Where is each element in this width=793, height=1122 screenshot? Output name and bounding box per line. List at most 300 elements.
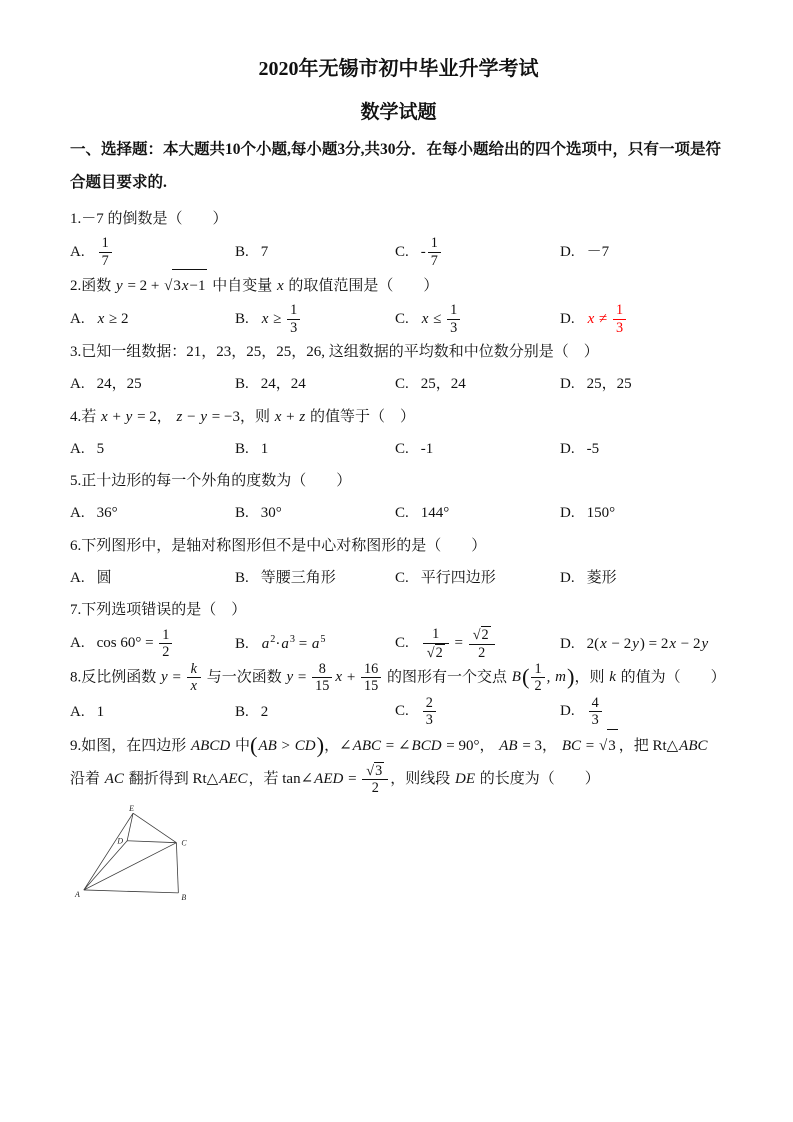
big-paren: (	[249, 732, 258, 758]
fraction	[361, 661, 381, 695]
fraction	[187, 661, 201, 695]
section-header: 一、选择题：本大题共10个小题,每小题3分,共30分．在每小题给出的四个选项中，只有一项是符合题目要求的.	[70, 141, 722, 191]
option-label: B.	[235, 376, 249, 393]
fraction-denominator	[362, 780, 388, 796]
option-label: D.	[560, 244, 575, 261]
option-value	[261, 441, 269, 457]
text-run: 2(	[586, 635, 600, 652]
square-root	[473, 626, 491, 643]
option-value	[420, 235, 443, 269]
fraction-numerator	[99, 235, 112, 252]
text-run: ) = 2	[639, 635, 669, 652]
option-value	[587, 636, 710, 652]
text-run: 4	[591, 694, 599, 711]
option-label: C.	[395, 310, 409, 327]
math-variable: m	[555, 669, 566, 686]
text-run: 5.正十边形的每一个外角的度数为（ ）	[70, 473, 352, 490]
question-8	[70, 661, 727, 729]
edge-EC	[133, 813, 176, 843]
text-run: 2	[478, 644, 486, 661]
option-b	[235, 497, 395, 529]
option-b	[235, 628, 395, 660]
option-value	[587, 441, 600, 457]
text-run: ≤	[429, 310, 446, 327]
text-run: 30°	[260, 505, 282, 522]
math-variable: x	[421, 310, 429, 327]
text-run: 150°	[586, 505, 616, 522]
text-run: 沿着	[70, 770, 104, 787]
question-stem	[70, 530, 727, 562]
text-run: 9.如图，在四边形	[70, 737, 191, 754]
text-run: 24，24	[260, 376, 306, 393]
option-b	[235, 696, 395, 728]
fraction	[447, 302, 460, 336]
fraction-numerator	[287, 302, 300, 319]
option-d	[560, 497, 727, 529]
text-run: 1	[534, 661, 542, 678]
text-run: 1	[432, 626, 440, 643]
text-run: ，则	[574, 669, 609, 686]
option-a	[70, 433, 235, 465]
text-run: 25，24	[420, 376, 466, 393]
option-d	[560, 302, 727, 336]
option-value	[97, 704, 105, 720]
fraction	[531, 661, 544, 695]
option-value	[261, 244, 269, 260]
text-run: +	[343, 669, 360, 686]
question-stem	[70, 465, 727, 497]
option-value	[421, 302, 463, 336]
fraction	[312, 661, 332, 695]
option-value	[587, 694, 604, 729]
text-run: 7	[101, 252, 109, 269]
option-d	[560, 695, 727, 729]
text-run: cos 60° =	[96, 635, 158, 652]
option-b	[235, 368, 395, 400]
fraction	[613, 302, 626, 336]
text-run: 的值等于（ ）	[306, 408, 415, 425]
fraction	[589, 695, 602, 729]
option-label: A.	[70, 243, 85, 260]
fraction-numerator	[423, 695, 436, 712]
question-options	[70, 433, 727, 465]
question-3	[70, 336, 727, 401]
power-expression	[311, 633, 326, 652]
fraction-denominator	[423, 644, 449, 661]
text-run: 2	[260, 703, 269, 720]
option-a	[70, 696, 235, 728]
text-run: 与一次函数	[202, 669, 286, 686]
option-c	[395, 235, 560, 269]
option-label: B.	[235, 505, 249, 522]
math-variable: y	[116, 278, 123, 295]
math-variable: CD	[294, 737, 316, 754]
text-run: 8	[318, 661, 326, 678]
option-value	[587, 244, 610, 260]
vertex-label-A: A	[74, 889, 80, 899]
text-run: = 90°，	[442, 737, 499, 754]
math-variable: x	[669, 635, 677, 652]
text-run: 16	[364, 661, 379, 678]
text-run: ≥	[269, 310, 286, 327]
text-run: 4.若	[70, 408, 101, 425]
option-value	[97, 235, 114, 269]
radicand	[172, 269, 207, 302]
text-run: ，若 tan∠	[248, 770, 314, 787]
option-label: A.	[70, 440, 85, 457]
fraction-denominator	[531, 678, 544, 694]
text-run: 2	[162, 644, 170, 661]
text-run: -1	[420, 440, 434, 457]
option-label: B.	[235, 569, 249, 586]
math-variable: z	[176, 408, 183, 425]
math-variable: k	[190, 661, 197, 678]
option-label: D.	[560, 635, 575, 652]
text-run: =	[581, 737, 598, 754]
option-label: B.	[235, 310, 249, 327]
math-variable: y	[161, 669, 168, 686]
text-run: 中	[231, 737, 250, 754]
text-run: ·	[275, 635, 281, 652]
fraction-numerator	[613, 302, 626, 319]
square-root	[366, 762, 384, 779]
fraction-numerator	[428, 235, 441, 252]
text-run: =	[344, 770, 361, 787]
option-label: A.	[70, 311, 85, 328]
option-d	[560, 433, 727, 465]
option-label: D.	[560, 440, 575, 457]
math-variable: B	[511, 669, 521, 686]
option-value	[97, 376, 142, 392]
question-options	[70, 562, 727, 594]
text-run: 3	[616, 319, 624, 336]
fraction-numerator	[531, 661, 544, 678]
fraction	[423, 626, 449, 661]
question-options	[70, 235, 727, 269]
option-value	[97, 311, 129, 327]
option-a	[70, 562, 235, 594]
vertex-label-E: E	[129, 803, 134, 813]
question-stem	[70, 269, 727, 302]
option-value	[587, 570, 617, 586]
radicand	[435, 644, 445, 661]
option-value	[421, 626, 497, 661]
text-run: 的取值范围是（ ）	[284, 278, 439, 295]
math-variable: y	[125, 408, 133, 425]
text-run: 圆	[96, 569, 112, 586]
option-b	[235, 433, 395, 465]
text-run: 15	[315, 678, 330, 695]
text-run: 2	[481, 627, 489, 644]
option-label: D.	[560, 505, 575, 522]
radical-sign: √	[164, 278, 173, 295]
option-value	[97, 570, 112, 586]
text-run: 3	[591, 712, 599, 729]
option-label: A.	[70, 505, 85, 522]
fraction-denominator	[589, 712, 602, 728]
text-run: >	[277, 737, 294, 754]
text-run: 7	[430, 252, 438, 269]
text-run: = −3，则	[208, 408, 274, 425]
option-label: A.	[70, 376, 85, 393]
text-run: = 3，	[518, 737, 561, 754]
radical-sign: √	[366, 762, 375, 779]
fraction	[362, 762, 388, 797]
math-variable: AEC	[219, 770, 248, 787]
text-run: 1	[96, 703, 105, 720]
text-run: +	[282, 408, 299, 425]
text-run: =	[450, 635, 467, 652]
exam-title: 2020年无锡市初中毕业升学考试	[258, 58, 539, 80]
text-run: 2.函数	[70, 278, 116, 295]
option-value	[421, 694, 438, 729]
text-run: − 2	[677, 635, 701, 652]
radicand	[607, 729, 618, 762]
text-run: +	[108, 408, 125, 425]
math-variable: BC	[561, 737, 581, 754]
option-c	[395, 626, 560, 661]
fraction-denominator	[361, 678, 381, 694]
text-run: − 2	[607, 635, 632, 652]
fraction-numerator	[159, 627, 172, 644]
option-c	[395, 695, 560, 729]
question-stem	[70, 729, 727, 797]
text-run: 1	[616, 302, 624, 319]
option-label: B.	[235, 440, 249, 457]
vertex-label-B: B	[181, 892, 187, 902]
radicand	[481, 626, 491, 643]
math-variable: AB	[499, 737, 518, 754]
option-d	[560, 236, 727, 268]
question-stem	[70, 661, 727, 695]
option-value	[587, 302, 629, 336]
text-run: 25，25	[586, 376, 632, 393]
text-run: 7.下列选项错误的是（ ）	[70, 602, 247, 619]
edge-CD	[127, 840, 176, 842]
math-variable: x	[101, 408, 108, 425]
math-variable: x	[97, 311, 105, 328]
option-d	[560, 368, 727, 400]
text-run: 2	[371, 780, 379, 797]
question-9	[70, 729, 727, 907]
big-paren: (	[521, 664, 530, 690]
math-variable: AC	[104, 770, 124, 787]
option-value	[421, 505, 450, 521]
fraction-denominator	[428, 253, 441, 269]
option-value	[421, 570, 496, 586]
exponent: 5	[320, 633, 326, 645]
text-run: 中自变量	[208, 278, 276, 295]
questions-list	[70, 203, 727, 907]
option-value	[587, 376, 632, 392]
option-label: B.	[235, 635, 249, 652]
power-expression	[280, 633, 295, 652]
math-variable: ABC	[352, 737, 382, 754]
option-c	[395, 368, 560, 400]
math-variable: x	[274, 408, 282, 425]
text-run: 2	[534, 678, 542, 695]
question-options	[70, 626, 727, 661]
option-label: A.	[70, 635, 85, 652]
figure-wrap	[74, 803, 727, 907]
radical-sign: √	[598, 737, 608, 754]
option-label: C.	[395, 243, 409, 260]
radical-sign: √	[426, 644, 435, 661]
text-run: = 2，	[133, 408, 176, 425]
option-d	[560, 628, 727, 660]
option-label: C.	[395, 703, 409, 720]
math-variable: y	[632, 635, 639, 652]
text-run: ,	[546, 669, 555, 686]
text-run: 144°	[420, 505, 450, 522]
option-c	[395, 433, 560, 465]
text-run: ≥ 2	[105, 311, 129, 328]
square-root	[164, 269, 207, 302]
math-variable: z	[299, 408, 306, 425]
text-run: =	[294, 669, 311, 686]
text-run: = ∠	[382, 737, 411, 754]
text-run: 1	[162, 626, 170, 643]
text-run: 1	[260, 440, 269, 457]
fraction-denominator	[187, 678, 201, 694]
option-value	[97, 441, 105, 457]
option-label: D.	[560, 376, 575, 393]
radical-sign: √	[472, 627, 481, 644]
text-run: −1	[189, 278, 206, 295]
edge-DA	[84, 840, 127, 889]
fraction-denominator	[469, 645, 495, 661]
math-variable: DE	[455, 770, 476, 787]
question-1	[70, 203, 727, 269]
option-label: B.	[235, 244, 249, 261]
option-value	[261, 376, 306, 392]
fraction-numerator	[362, 762, 388, 780]
text-run: 2	[425, 694, 433, 711]
question-options	[70, 497, 727, 529]
fraction-denominator	[613, 320, 626, 336]
math-variable: a	[261, 635, 270, 652]
question-5	[70, 465, 727, 530]
math-variable: x	[181, 278, 189, 295]
text-run: 8.反比例函数	[70, 669, 161, 686]
text-run: 3	[425, 712, 433, 729]
option-c	[395, 562, 560, 594]
square-root	[427, 644, 445, 661]
fraction-denominator	[447, 320, 460, 336]
option-c	[395, 497, 560, 529]
math-variable: x	[277, 278, 284, 295]
radicand	[374, 762, 384, 779]
geometry-figure	[74, 803, 202, 907]
text-run: ，则线段	[390, 770, 455, 787]
text-run: 3	[608, 737, 616, 754]
text-run: ，∠	[324, 737, 352, 754]
text-run: =	[294, 635, 311, 652]
text-run: 3	[290, 319, 298, 336]
text-run: 15	[364, 678, 379, 695]
text-run: 3	[375, 762, 383, 779]
text-run: 2	[435, 644, 443, 661]
math-variable: x	[261, 310, 269, 327]
question-7	[70, 594, 727, 661]
question-stem	[70, 203, 727, 235]
fraction	[469, 626, 495, 661]
option-label: D.	[560, 703, 575, 720]
fraction-numerator	[423, 626, 449, 643]
edge-BC	[176, 842, 178, 892]
fraction	[99, 235, 112, 269]
math-variable: k	[609, 669, 616, 686]
edge-AE	[84, 813, 133, 890]
fraction-denominator	[159, 644, 172, 660]
text-run: 3	[450, 319, 458, 336]
edge-AC	[84, 842, 177, 889]
fraction-numerator	[589, 695, 602, 712]
math-variable: x	[190, 678, 197, 695]
option-label: C.	[395, 505, 409, 522]
fraction-denominator	[312, 678, 332, 694]
text-run: -5	[586, 440, 600, 457]
option-a	[70, 235, 235, 269]
text-run: 7	[260, 244, 269, 261]
question-stem	[70, 336, 727, 368]
text-run: 的长度为（ ）	[476, 770, 600, 787]
fraction	[287, 302, 300, 336]
option-c	[395, 302, 560, 336]
text-run: 5	[96, 440, 105, 457]
math-variable: AB	[258, 737, 277, 754]
option-value	[421, 376, 466, 392]
exam-subtitle: 数学试题	[360, 102, 437, 123]
math-variable: x	[600, 635, 607, 652]
text-run: 3	[173, 278, 181, 295]
math-variable: y	[701, 635, 709, 652]
math-variable: ABCD	[191, 737, 231, 754]
text-run: -	[420, 243, 426, 260]
question-stem	[70, 401, 727, 433]
text-run: 6.下列图形中，是轴对称图形但不是中心对称图形的是（ ）	[70, 537, 487, 554]
text-run: 菱形	[586, 569, 617, 586]
text-run: =	[168, 669, 185, 686]
text-run: 等腰三角形	[260, 569, 336, 586]
fraction-denominator	[423, 712, 436, 728]
text-run: 1	[450, 302, 458, 319]
option-label: C.	[395, 569, 409, 586]
option-label: C.	[395, 376, 409, 393]
question-options	[70, 695, 727, 729]
option-value	[421, 441, 434, 457]
math-variable: y	[200, 408, 208, 425]
text-run: 36°	[96, 505, 118, 522]
option-a	[70, 497, 235, 529]
text-run: 1	[290, 302, 298, 319]
option-label: A.	[70, 703, 85, 720]
math-variable: a	[311, 635, 320, 652]
text-run: = 2 +	[123, 278, 164, 295]
vertex-label-D: D	[117, 836, 124, 846]
question-options	[70, 368, 727, 400]
question-stem	[70, 594, 727, 626]
fraction	[428, 235, 441, 269]
fraction-numerator	[312, 661, 332, 678]
text-run: －7	[586, 244, 610, 261]
option-value	[97, 505, 118, 521]
option-label: C.	[395, 635, 409, 652]
text-run: ≠	[595, 310, 611, 327]
vertex-label-C: C	[181, 838, 187, 848]
text-run: 1	[430, 235, 438, 252]
exponent: 2	[270, 633, 276, 645]
